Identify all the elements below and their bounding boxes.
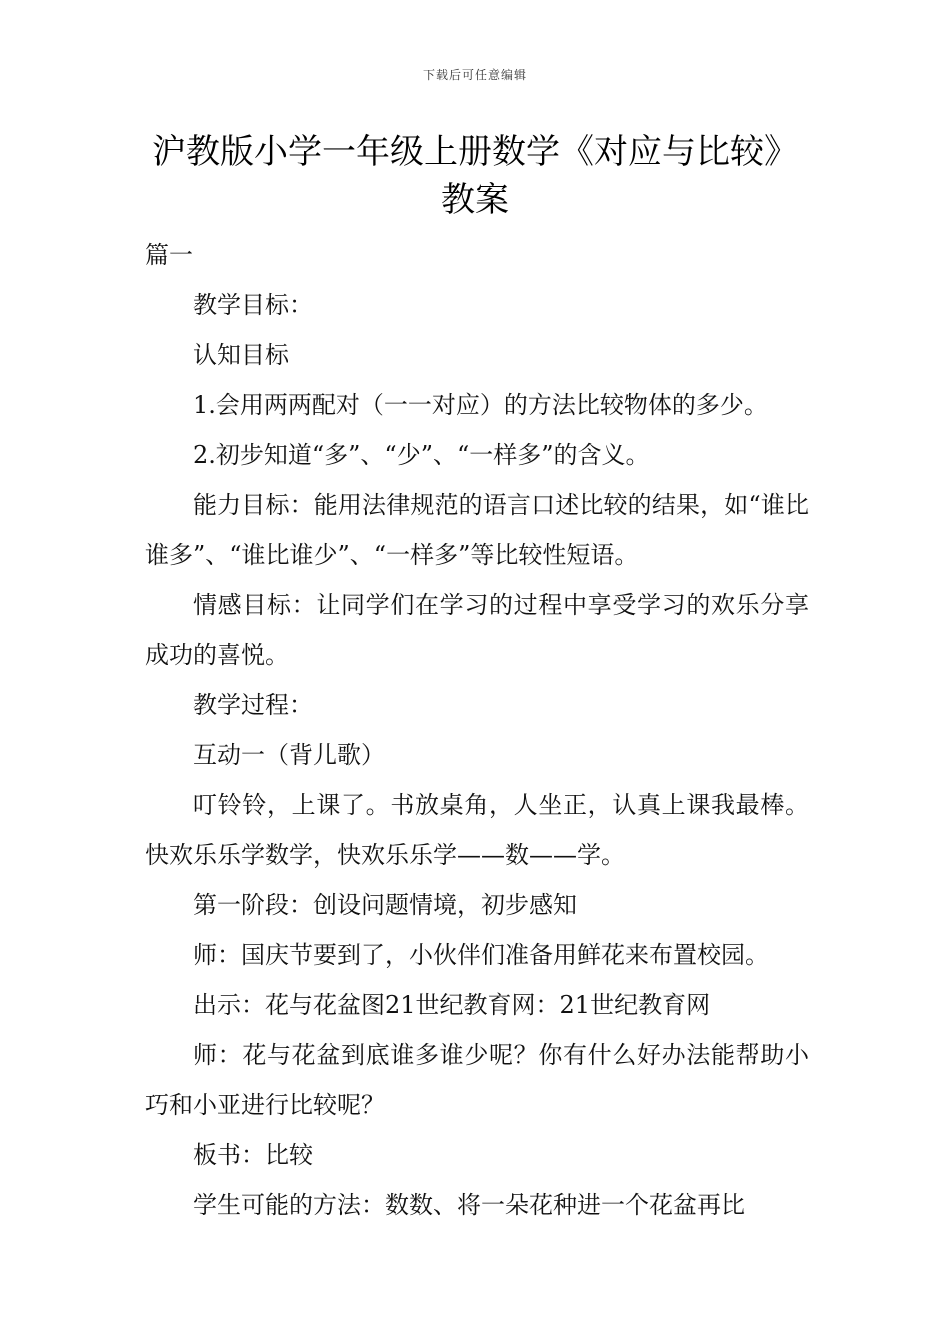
paragraph-blackboard: 板书：比较 <box>193 1141 313 1169</box>
paragraph-student-methods: 学生可能的方法：数数、将一朵花种进一个花盆再比 <box>193 1191 745 1219</box>
paragraph-interaction-one: 互动一（背儿歌） <box>193 741 385 769</box>
paragraph-teacher-question: 师：花与花盆到底谁多谁少呢？你有什么好办法能帮助小巧和小亚进行比较呢？ <box>145 1041 809 1119</box>
document-title: 沪教版小学一年级上册数学《对应与比较》教案 <box>152 132 798 220</box>
paragraph-nursery-rhyme: 叮铃铃，上课了。书放桌角，人坐正，认真上课我最棒。快欢乐乐学数学，快欢乐乐学——数——学。 <box>145 791 809 869</box>
paragraph-teacher-intro: 师：国庆节要到了，小伙伴们准备用鲜花来布置校园。 <box>193 941 769 969</box>
paragraph-emotional-goals: 情感目标：让同学们在学习的过程中享受学习的欢乐分享成功的喜悦。 <box>145 591 809 669</box>
section-label: 篇一 <box>145 241 193 269</box>
paragraph-stage-one: 第一阶段：创设问题情境，初步感知 <box>193 891 577 919</box>
paragraph-teaching-process: 教学过程： <box>193 691 313 719</box>
paragraph-show-picture: 出示：花与花盆图21世纪教育网：21世纪教育网 <box>193 991 711 1019</box>
paragraph-goal-2: 2.初步知道“多”、“少”、“一样多”的含义。 <box>193 441 650 469</box>
paragraph-teaching-goals: 教学目标： <box>193 291 313 319</box>
paragraph-goal-1: 1.会用两两配对（一一对应）的方法比较物体的多少。 <box>193 391 768 419</box>
paragraph-ability-goals: 能力目标：能用法律规范的语言口述比较的结果，如“谁比谁多”、“谁比谁少”、“一样多”等比较性短语。 <box>145 491 809 569</box>
document-body <box>145 230 809 1230</box>
paragraph-cognitive-goals: 认知目标 <box>193 341 289 369</box>
header-note: 下载后可任意编辑 <box>422 68 527 82</box>
